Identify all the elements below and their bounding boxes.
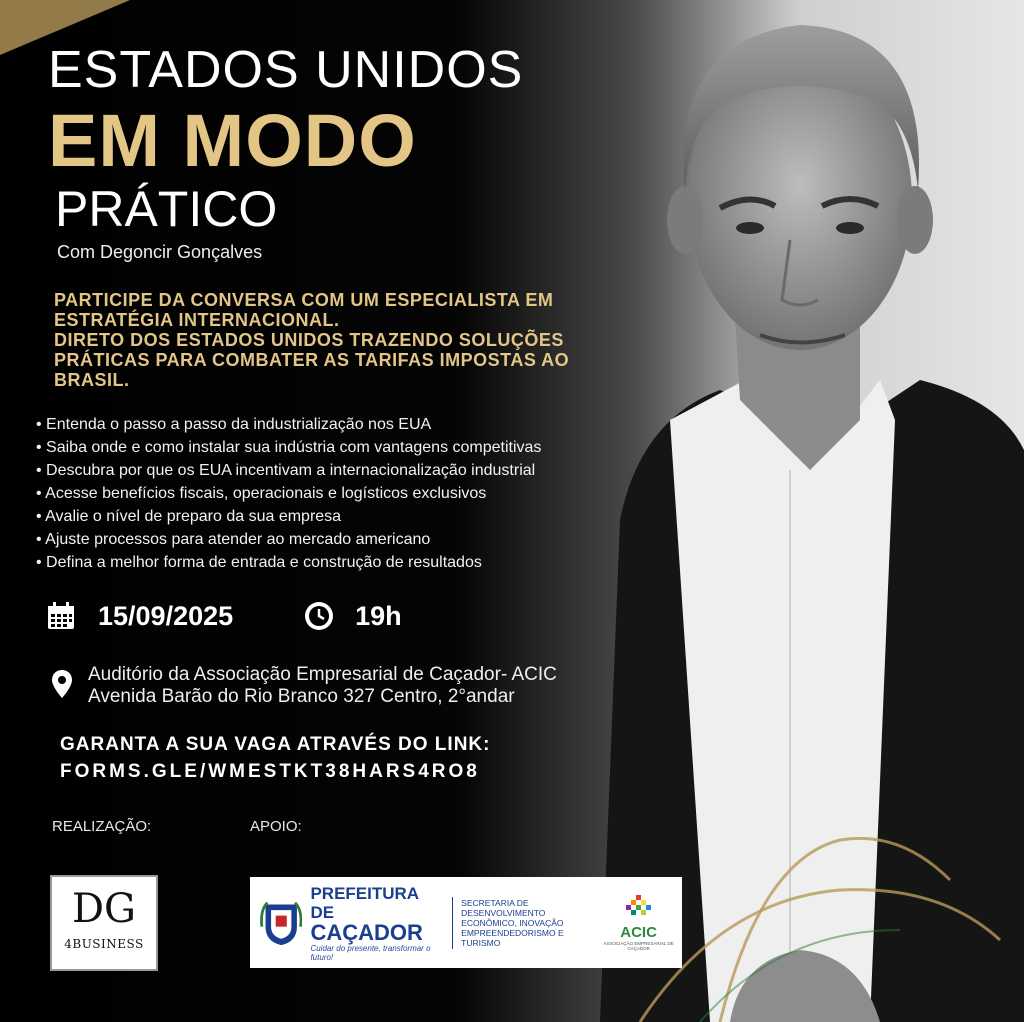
address-line-2: Avenida Barão do Rio Branco 327 Centro, 2°andar — [88, 686, 515, 707]
pref-slogan: Cuidar do presente, transformar o futuro! — [310, 943, 431, 962]
list-item: • Acesse benefícios fiscais, operacionais e logísticos exclusivos — [36, 482, 541, 505]
registration-link[interactable]: FORMS.GLE/WMESTKT38HARS4RO8 — [60, 761, 480, 782]
address-line-1: Auditório da Associação Empresarial de Caçador- ACIC — [88, 664, 557, 685]
city-crest-icon — [260, 897, 302, 949]
intro-text — [54, 290, 634, 390]
title-line-1: ESTADOS UNIDOS — [48, 41, 524, 99]
list-item: • Entenda o passo a passo da industrialização nos EUA — [36, 413, 541, 436]
divider — [452, 897, 453, 949]
clock-icon — [303, 600, 335, 632]
support-logos — [250, 877, 682, 968]
acic-name: ACIC — [620, 923, 657, 941]
list-item: • Saiba onde e como instalar sua indústria com vantagens competitivas — [36, 436, 541, 459]
list-item: • Defina a melhor forma de entrada e construção de resultados — [36, 551, 541, 574]
acic-tagline: ASSOCIAÇÃO EMPRESARIAL DE CAÇADOR — [603, 940, 674, 951]
intro-line: PARTICIPE DA CONVERSA COM UM ESPECIALISTA EM — [54, 290, 554, 310]
acic-mark-icon — [626, 895, 652, 919]
title-line-2: EM MODO — [48, 99, 417, 182]
apoio-label: APOIO: — [250, 818, 302, 835]
intro-line: DIRETO DOS ESTADOS UNIDOS TRAZENDO SOLUÇÕES — [54, 330, 564, 350]
list-item: • Descubra por que os EUA incentivam a internacionalização industrial — [36, 459, 541, 482]
calendar-icon — [46, 601, 76, 631]
cta-text: GARANTA A SUA VAGA ATRAVÉS DO LINK: — [60, 734, 491, 755]
registration-cta — [60, 731, 490, 785]
prefeitura-logo — [310, 884, 444, 962]
secretaria-text: SECRETARIA DE DESENVOLVIMENTO ECONÔMICO, INOVAÇÃO EMPREENDEDORISMO E TURISMO — [461, 897, 564, 948]
list-item: • Avalie o nível de preparo da sua empresa — [36, 505, 541, 528]
realizacao-label: REALIZAÇÃO: — [52, 818, 152, 835]
location-pin-icon — [52, 670, 72, 698]
presenter-name: Com Degoncir Gonçalves — [57, 242, 263, 262]
dg4business-logo — [50, 875, 158, 971]
title-line-3: PRÁTICO — [55, 181, 278, 237]
event-time: 19h — [355, 600, 402, 631]
acic-logo — [595, 895, 682, 951]
pref-line-2: CAÇADOR — [310, 919, 423, 945]
intro-line: ESTRATÉGIA INTERNACIONAL. — [54, 310, 340, 330]
date-time-row — [46, 600, 402, 632]
intro-line: PRÁTICAS PARA COMBATER AS TARIFAS IMPOSTAS AO — [54, 350, 570, 370]
speaker-portrait — [560, 0, 1024, 1022]
event-date: 15/09/2025 — [98, 600, 234, 631]
dg-subtitle: 4BUSINESS — [64, 937, 144, 951]
event-address — [52, 664, 557, 708]
pref-line-1: PREFEITURA DE — [310, 883, 419, 922]
intro-line: BRASIL. — [54, 370, 130, 390]
dg-monogram: DG — [71, 886, 137, 932]
benefits-list — [36, 413, 541, 574]
list-item: • Ajuste processos para atender ao mercado americano — [36, 528, 541, 551]
